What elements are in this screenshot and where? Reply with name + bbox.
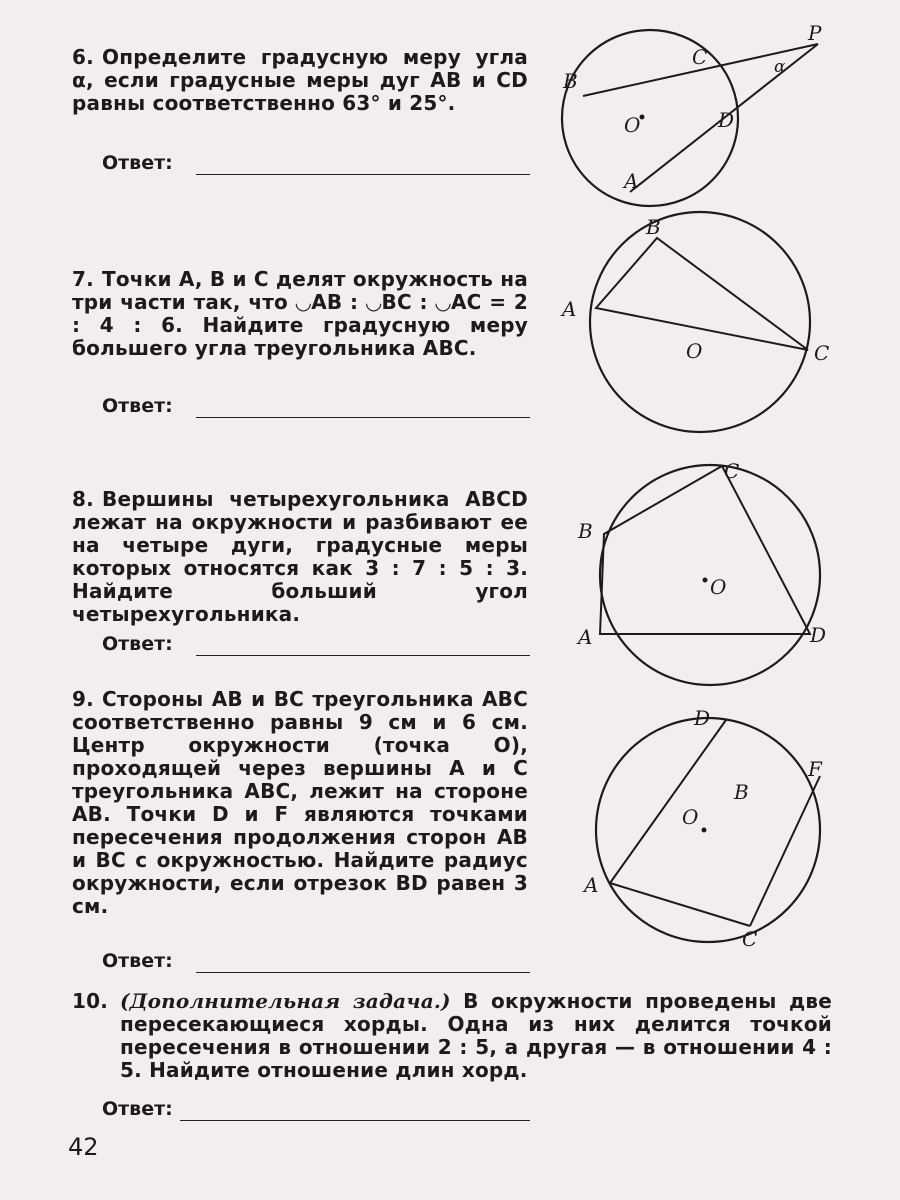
label-alpha: α bbox=[774, 57, 786, 77]
label-c: C bbox=[724, 459, 740, 483]
center-point bbox=[702, 828, 707, 833]
problem-10-text-block bbox=[72, 990, 832, 1082]
line-cf bbox=[750, 776, 820, 926]
problem-text: Вершины четырехугольника ABCD лежат на окружности и разбивают ее на четыре дуги, градусные меры которых относятся как 3 : 7 : 5 : 3. Найдите больший угол четырехугольника. bbox=[72, 487, 528, 626]
problem-8 bbox=[72, 488, 528, 626]
label-o: O bbox=[710, 575, 727, 599]
label-c: C bbox=[814, 341, 830, 365]
label-a: A bbox=[562, 297, 577, 321]
figure-8 bbox=[570, 458, 840, 658]
circle bbox=[590, 212, 810, 432]
problem-6-text-block bbox=[72, 46, 528, 115]
label-b: B bbox=[646, 215, 661, 239]
label-p: P bbox=[808, 21, 822, 45]
problem-number: 9. bbox=[72, 687, 94, 711]
label-b: B bbox=[578, 519, 593, 543]
problem-text: Определите градусную меру угла α, если градусные меры дуг AB и CD равны соответственно 63° и 25°. bbox=[72, 45, 528, 115]
figure-9 bbox=[580, 700, 840, 950]
problem-number: 6. bbox=[72, 45, 94, 69]
label-d: D bbox=[718, 108, 735, 132]
circle bbox=[596, 718, 820, 942]
side-ac bbox=[610, 883, 750, 926]
label-c: C bbox=[742, 927, 758, 951]
label-a: A bbox=[578, 625, 593, 649]
label-o: O bbox=[682, 805, 699, 829]
answer-line[interactable] bbox=[196, 417, 530, 418]
quadrilateral-abcd bbox=[600, 466, 810, 634]
label-o: O bbox=[686, 339, 703, 363]
page-number: 42 bbox=[68, 1133, 99, 1161]
problem-text: Точки A, B и C делят окружность на три части так, что ◡AB : ◡BC : ◡AC = 2 : 4 : 6. Найдите градусную меру большего угла треугольника ABC. bbox=[72, 267, 528, 360]
answer-line[interactable] bbox=[196, 174, 530, 175]
answer-label: Ответ: bbox=[102, 395, 173, 417]
label-c: C bbox=[692, 45, 708, 69]
label-o: O bbox=[624, 113, 641, 137]
problem-9 bbox=[72, 688, 528, 918]
problem-text: Стороны AB и BC треугольника ABC соответственно равны 9 см и 6 см. Центр окружности (точка O), проходящей через вершины A и C треугольника ABC, лежит на стороне AB. Точки D и F являются точками пересечения продолжения сторон AB и BC с окружностью. Найдите радиус окружности, если отрезок BD равен 3 см. bbox=[72, 687, 528, 918]
problem-8-text-block bbox=[72, 488, 528, 626]
problem-6 bbox=[72, 46, 528, 115]
label-f: F bbox=[808, 757, 822, 781]
problem-text: В окружности проведены две пересекающиеся хорды. Одна из них делится точкой пересечения в отношении 2 : 5, а другая — в отношении 4 : 5. Найдите отношение длин хорд. bbox=[120, 989, 832, 1082]
answer-line[interactable] bbox=[180, 1120, 530, 1121]
center-point bbox=[703, 578, 708, 583]
label-b: B bbox=[563, 69, 578, 93]
label-d: D bbox=[810, 623, 827, 647]
line-ad bbox=[610, 720, 726, 883]
circle bbox=[562, 30, 738, 206]
answer-line[interactable] bbox=[196, 972, 530, 973]
answer-line[interactable] bbox=[196, 655, 530, 656]
figure-7 bbox=[560, 212, 840, 442]
problem-number: 10. bbox=[72, 989, 109, 1013]
answer-label: Ответ: bbox=[102, 633, 173, 655]
problem-number: 8. bbox=[72, 487, 94, 511]
problem-7-text-block bbox=[72, 268, 528, 360]
label-a: A bbox=[584, 873, 599, 897]
label-a: A bbox=[624, 169, 639, 193]
problem-9-text-block bbox=[72, 688, 528, 918]
problem-10 bbox=[72, 990, 832, 1082]
answer-label: Ответ: bbox=[102, 1098, 173, 1120]
label-b: B bbox=[734, 780, 749, 804]
label-d: D bbox=[694, 706, 711, 730]
answer-label: Ответ: bbox=[102, 152, 173, 174]
problem-7 bbox=[72, 268, 528, 360]
problem-prefix: (Дополнительная задача.) bbox=[120, 989, 451, 1013]
answer-label: Ответ: bbox=[102, 950, 173, 972]
problem-number: 7. bbox=[72, 267, 94, 291]
figure-6 bbox=[540, 20, 860, 210]
triangle-abc bbox=[596, 238, 808, 350]
